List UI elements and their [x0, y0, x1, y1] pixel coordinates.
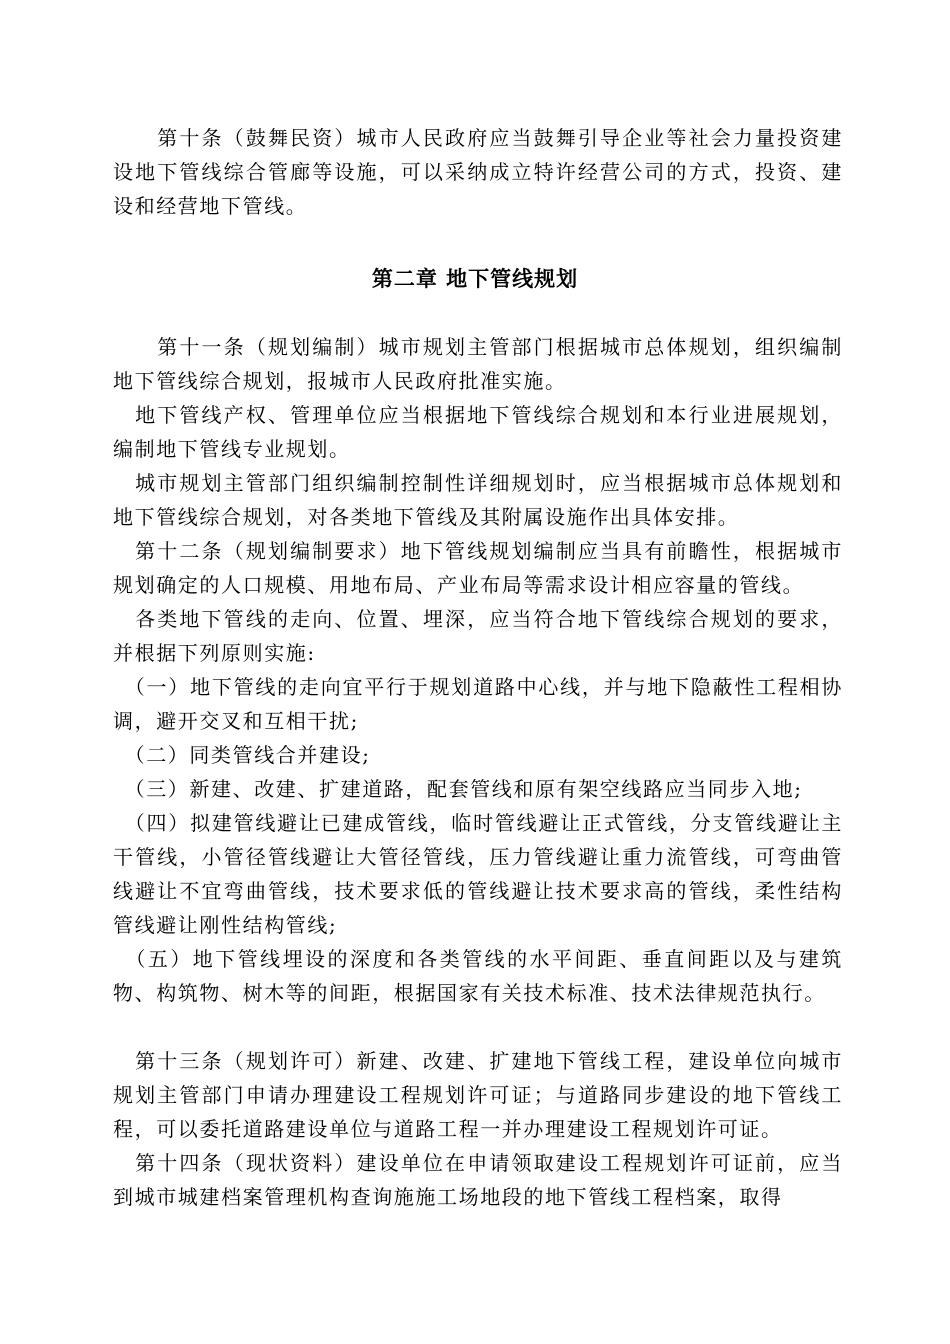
list-item-principle-5: （五）地下管线埋设的深度和各类管线的水平间距、垂直间距以及与建筑物、构筑物、树木等的间距，根据国家有关技术标准、技术法律规范执行。: [113, 947, 843, 1005]
list-item-principle-1: （一）地下管线的走向宜平行于规划道路中心线，并与地下隐蔽性工程相协调，避开交叉和互相干扰;: [113, 675, 843, 733]
paragraph-pipeline-owners: 地下管线产权、管理单位应当根据地下管线综合规划和本行业进展规划，编制地下管线专业规划。: [113, 403, 843, 461]
list-item-principle-2: （二）同类管线合并建设;: [113, 743, 371, 767]
article-14-paragraph: 第十四条（现状资料）建设单位在申请领取建设工程规划许可证前，应当到城市城建档案管理机构查询施施工场地段的地下管线工程档案，取得: [113, 1151, 843, 1209]
article-10-paragraph: 第十条（鼓舞民资）城市人民政府应当鼓舞引导企业等社会力量投资建设地下管线综合管廊等设施，可以采纳成立特许经营公司的方式，投资、建设和经营地下管线。: [113, 126, 843, 218]
paragraph-principles-intro: 各类地下管线的走向、位置、埋深，应当符合地下管线综合规划的要求，并根据下列原则实施:: [113, 607, 843, 665]
article-11-paragraph: 第十一条（规划编制）城市规划主管部门根据城市总体规划，组织编制地下管线综合规划，报城市人民政府批准实施。: [113, 335, 843, 393]
article-12-paragraph: 第十二条（规划编制要求）地下管线规划编制应当具有前瞻性，根据城市规划确定的人口规模、用地布局、产业布局等需求设计相应容量的管线。: [113, 539, 843, 597]
article-13-paragraph: 第十三条（规划许可）新建、改建、扩建地下管线工程，建设单位向城市规划主管部门申请办理建设工程规划许可证；与道路同步建设的地下管线工程，可以委托道路建设单位与道路工程一并办理建设工程规划许可证。: [113, 1049, 843, 1141]
list-item-principle-3: （三）新建、改建、扩建道路，配套管线和原有架空线路应当同步入地;: [113, 777, 803, 801]
chapter-title: 第二章 地下管线规划: [371, 267, 579, 291]
list-item-principle-4: （四）拟建管线避让已建成管线，临时管线避让正式管线，分支管线避让主干管线，小管径管线避让大管径管线，压力管线避让重力流管线，可弯曲管线避让不宜弯曲管线，技术要求低的管线避让技术要求高的管线，柔性结构管线避让刚性结构管线;: [113, 811, 843, 937]
paragraph-detailed-planning: 城市规划主管部门组织编制控制性详细规划时，应当根据城市总体规划和地下管线综合规划，对各类地下管线及其附属设施作出具体安排。: [113, 471, 843, 529]
